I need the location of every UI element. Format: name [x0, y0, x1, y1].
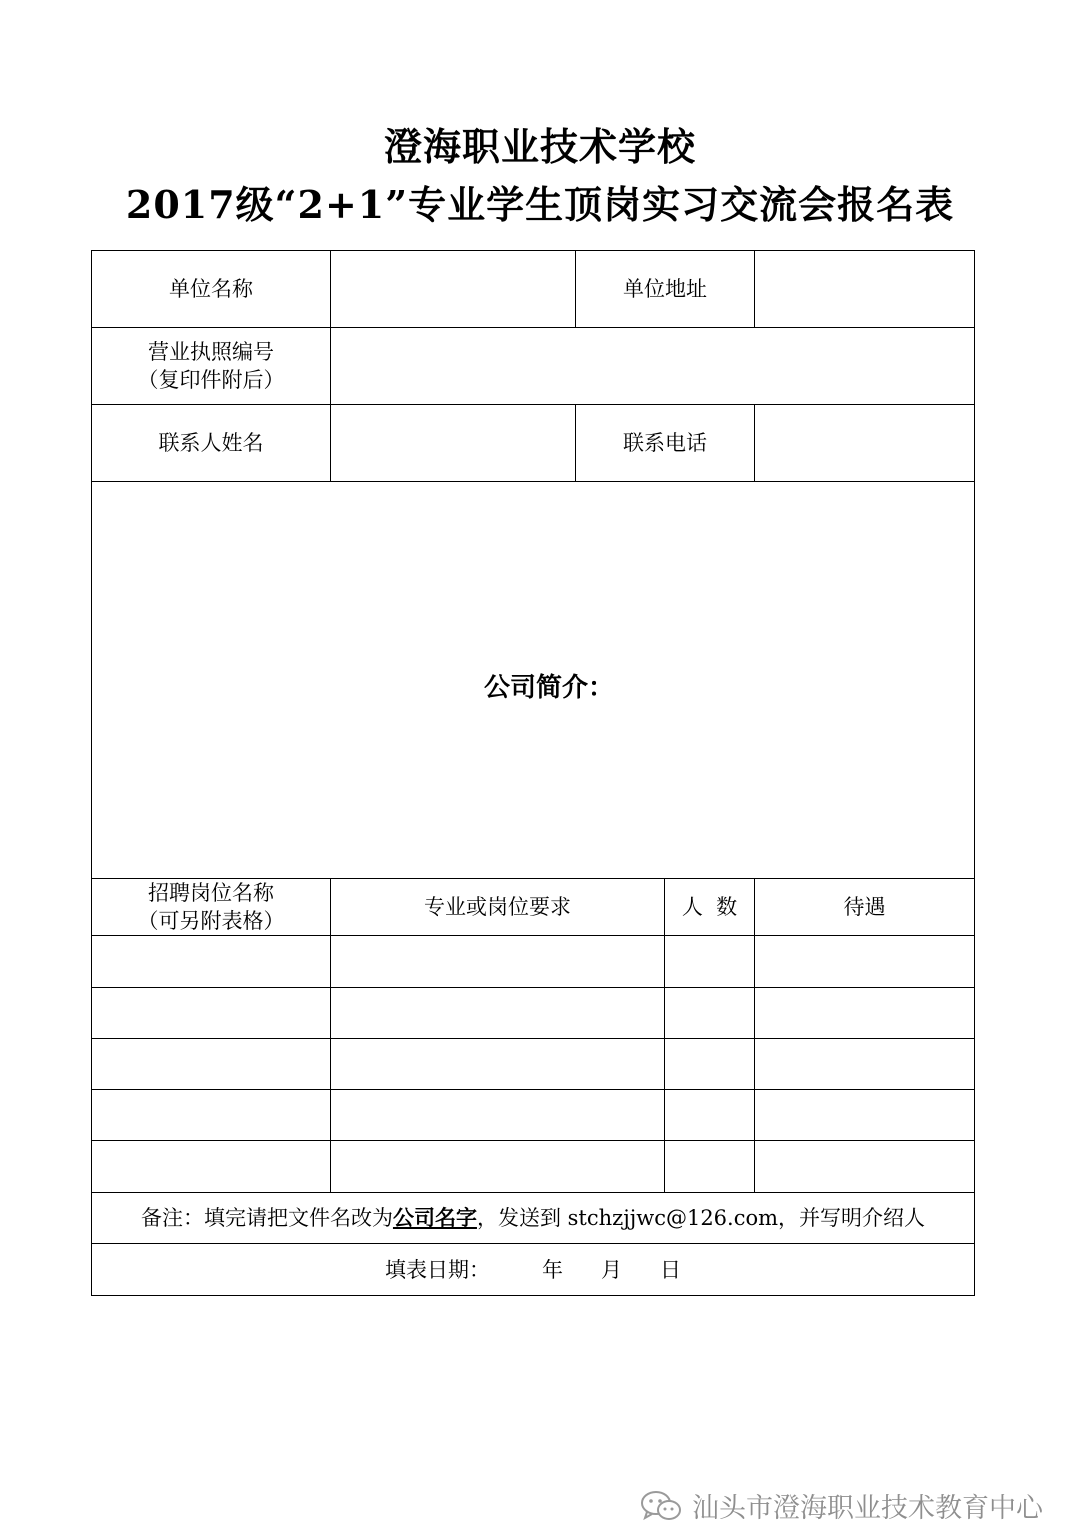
note-prefix: 备注：填完请把文件名改为 [140, 1206, 393, 1230]
table-row [92, 1141, 975, 1193]
date-row [92, 1244, 975, 1296]
count-header: 人 数 [665, 879, 755, 936]
unit-address-field[interactable] [755, 251, 975, 328]
date-year: 年 [542, 1257, 563, 1282]
count-cell[interactable] [665, 988, 755, 1039]
count-cell[interactable] [665, 936, 755, 988]
table-row [92, 1039, 975, 1090]
benefits-cell[interactable] [755, 1090, 975, 1141]
position-cell[interactable] [92, 988, 331, 1039]
benefits-cell[interactable] [755, 936, 975, 988]
unit-name-field[interactable] [331, 251, 576, 328]
title-form: 2017级“2+1”专业学生顶岗实习交流会报名表 [125, 182, 955, 227]
benefits-cell[interactable] [755, 1039, 975, 1090]
note-suffix: ，发送到 stchzjjwc@126.com，并写明介绍人 [476, 1206, 926, 1230]
position-cell[interactable] [92, 1141, 331, 1193]
table-row [92, 988, 975, 1039]
position-cell[interactable] [92, 936, 331, 988]
contact-phone-label: 联系电话 [576, 405, 755, 482]
date-month: 月 [601, 1257, 622, 1282]
position-cell[interactable] [92, 1090, 331, 1141]
contact-phone-field[interactable] [755, 405, 975, 482]
position-cell[interactable] [92, 1039, 331, 1090]
contact-name-field[interactable] [331, 405, 576, 482]
note-row [92, 1193, 975, 1244]
date-label: 填表日期： [385, 1257, 490, 1282]
requirements-cell[interactable] [331, 936, 665, 988]
benefits-cell[interactable] [755, 988, 975, 1039]
count-cell[interactable] [665, 1141, 755, 1193]
position-header-line1: 招聘岗位名称 [148, 881, 274, 905]
company-intro-label: 公司简介： [483, 673, 614, 703]
date-day: 日 [660, 1257, 681, 1282]
contact-name-label: 联系人姓名 [92, 405, 331, 482]
position-header [92, 879, 331, 936]
license-field[interactable] [331, 328, 975, 405]
table-row [92, 1090, 975, 1141]
position-header-line2: （可另附表格） [137, 909, 285, 933]
company-intro-field[interactable] [92, 482, 975, 879]
watermark-text: 汕头市澄海职业技术教育中心 [692, 1493, 1043, 1524]
license-label-line2: （复印件附后） [137, 368, 285, 392]
wechat-icon [640, 1490, 682, 1522]
license-label [92, 328, 331, 405]
requirements-cell[interactable] [331, 1039, 665, 1090]
note-highlight: 公司名字 [392, 1205, 477, 1230]
requirements-cell[interactable] [331, 988, 665, 1039]
unit-address-label: 单位地址 [576, 251, 755, 328]
count-cell[interactable] [665, 1039, 755, 1090]
requirements-cell[interactable] [331, 1141, 665, 1193]
count-cell[interactable] [665, 1090, 755, 1141]
benefits-cell[interactable] [755, 1141, 975, 1193]
unit-name-label: 单位名称 [92, 251, 331, 328]
license-label-line1: 营业执照编号 [148, 340, 274, 364]
watermark [640, 1486, 1043, 1525]
benefits-header: 待遇 [755, 879, 975, 936]
requirements-header: 专业或岗位要求 [331, 879, 665, 936]
requirements-cell[interactable] [331, 1090, 665, 1141]
title-school: 澄海职业技术学校 [383, 124, 696, 169]
table-row [92, 936, 975, 988]
registration-form [91, 250, 975, 1296]
